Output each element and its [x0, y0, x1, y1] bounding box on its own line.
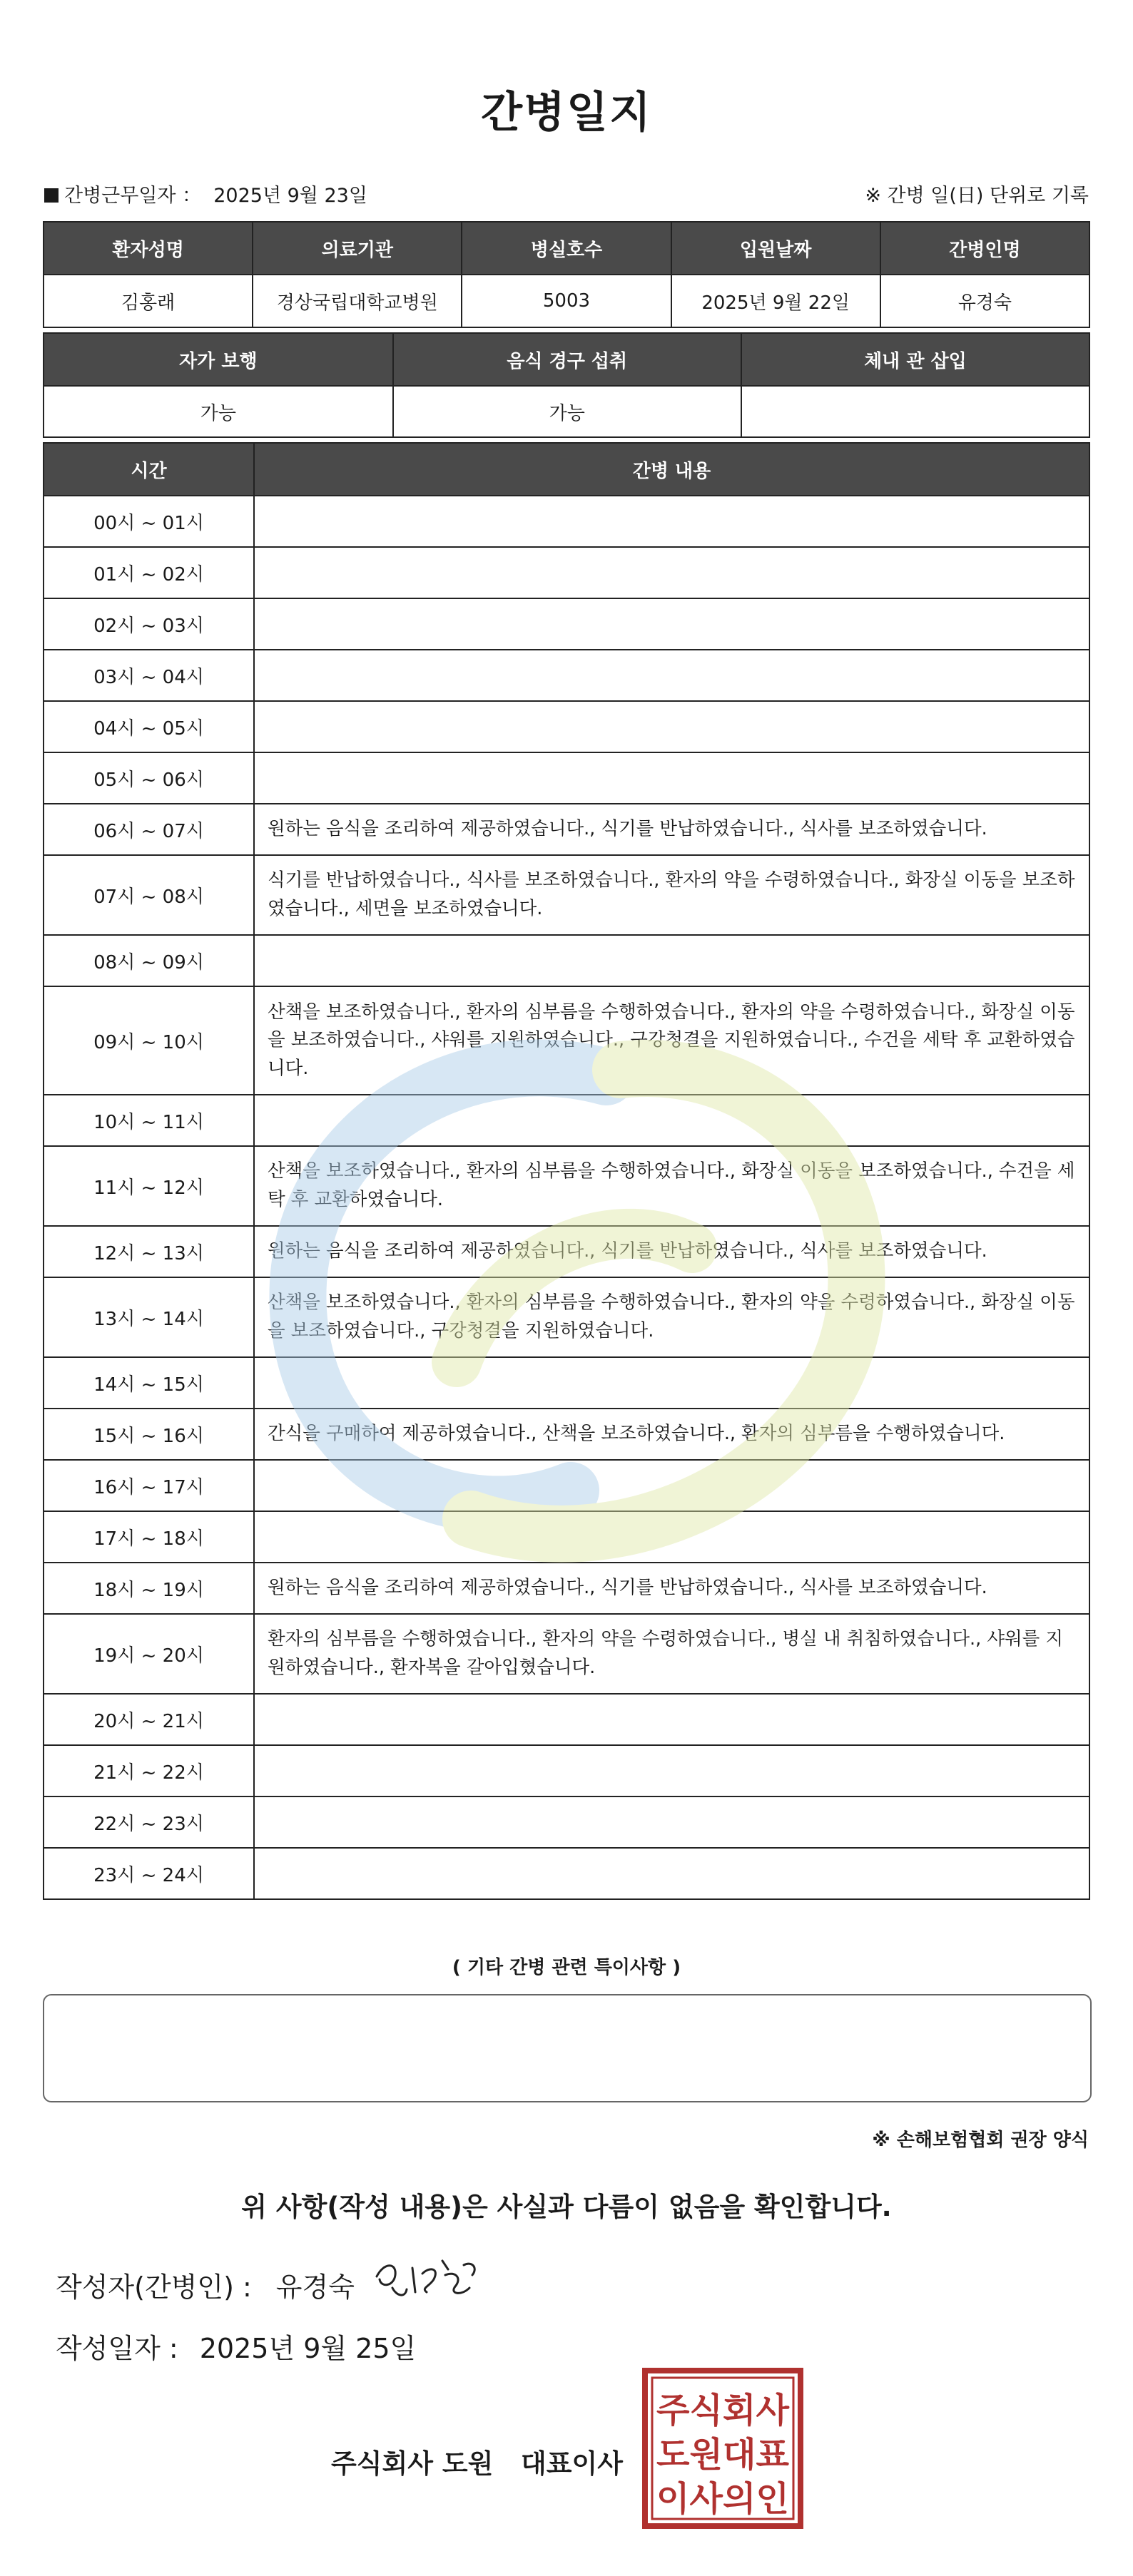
header-care-content: 간병 내용: [254, 443, 1089, 496]
header-self-walking: 자가 보행: [44, 333, 393, 386]
tube-insertion-value: [741, 386, 1089, 437]
written-date-row: [56, 2326, 416, 2366]
log-content-cell: [254, 598, 1089, 650]
log-time-cell: 11시 ~ 12시: [44, 1146, 254, 1226]
log-time-cell: 12시 ~ 13시: [44, 1226, 254, 1277]
log-time-cell: 14시 ~ 15시: [44, 1357, 254, 1409]
log-content-cell: 간식을 구매하여 제공하였습니다., 산책을 보조하였습니다., 환자의 심부름을 수행하였습니다.: [254, 1409, 1089, 1460]
writer-name: 유경숙: [275, 2271, 355, 2303]
document-title: 간병일지: [481, 88, 652, 138]
log-time-cell: 15시 ~ 16시: [44, 1409, 254, 1460]
care-log-row: [44, 1614, 1089, 1694]
log-content-cell: [254, 1745, 1089, 1796]
care-log-row: [44, 1694, 1089, 1745]
log-time-cell: 23시 ~ 24시: [44, 1848, 254, 1899]
log-time-cell: 03시 ~ 04시: [44, 650, 254, 701]
log-time-cell: 09시 ~ 10시: [44, 986, 254, 1095]
log-time-cell: 17시 ~ 18시: [44, 1511, 254, 1563]
written-date-value: 2025년 9월 25일: [199, 2333, 417, 2364]
header-patient-name: 환자성명: [44, 222, 253, 275]
patient-status-table: [43, 332, 1090, 438]
work-date-label: 간병근무일자 ：: [64, 185, 202, 207]
log-content-cell: [254, 701, 1089, 752]
form-source-note: ※ 손해보험협회 권장 양식: [872, 2130, 1089, 2151]
care-log-row: [44, 855, 1089, 935]
log-time-cell: 05시 ~ 06시: [44, 752, 254, 804]
remarks-box: [43, 1994, 1092, 2102]
log-time-cell: 22시 ~ 23시: [44, 1796, 254, 1848]
log-time-cell: 02시 ~ 03시: [44, 598, 254, 650]
self-walking-value: 가능: [44, 386, 393, 437]
log-content-cell: 산책을 보조하였습니다., 환자의 심부름을 수행하였습니다., 환자의 약을 수령하였습니다., 화장실 이동을 보조하였습니다., 샤워를 지원하였습니다., 구강청결을 지원하였습니다., 수건을 세탁 후 교환하였습니다.: [254, 986, 1089, 1095]
work-date-value: 2025년 9월 23일: [213, 185, 367, 207]
log-content-cell: 원하는 음식을 조리하여 제공하였습니다., 식기를 반납하였습니다., 식사를 보조하였습니다.: [254, 1226, 1089, 1277]
care-log-row: [44, 1277, 1089, 1357]
log-content-cell: [254, 1848, 1089, 1899]
log-content-cell: [254, 650, 1089, 701]
patient-value-row: [44, 275, 1089, 327]
care-log-row: [44, 701, 1089, 752]
log-content-cell: [254, 1694, 1089, 1745]
header-time: 시간: [44, 443, 254, 496]
writer-label: 작성자(간병인) :: [56, 2271, 252, 2303]
oral-intake-value: 가능: [393, 386, 741, 437]
care-log-row: [44, 1460, 1089, 1511]
patient-header-row: [44, 222, 1089, 275]
care-log-row: [44, 1146, 1089, 1226]
log-time-cell: 08시 ~ 09시: [44, 935, 254, 986]
care-log-table: [43, 442, 1090, 1900]
header-oral-intake: 음식 경구 섭취: [393, 333, 741, 386]
care-log-row: [44, 650, 1089, 701]
log-time-cell: 16시 ~ 17시: [44, 1460, 254, 1511]
log-time-cell: 04시 ~ 05시: [44, 701, 254, 752]
handwritten-signature: [371, 2247, 492, 2311]
room-number: 5003: [462, 275, 671, 327]
log-time-cell: 20시 ~ 21시: [44, 1694, 254, 1745]
log-content-cell: 산책을 보조하였습니다., 환자의 심부름을 수행하였습니다., 화장실 이동을 보조하였습니다., 수건을 세탁 후 교환하였습니다.: [254, 1146, 1089, 1226]
svg-text:이사의인: 이사의인: [656, 2479, 789, 2519]
care-log-row: [44, 598, 1089, 650]
header-hospital: 의료기관: [253, 222, 462, 275]
log-time-cell: 07시 ~ 08시: [44, 855, 254, 935]
svg-text:도원대표: 도원대표: [656, 2435, 790, 2475]
header-caregiver-name: 간병인명: [880, 222, 1089, 275]
svg-text:주식회사: 주식회사: [656, 2391, 790, 2431]
care-log-row: [44, 1226, 1089, 1277]
caregiver-name: 유경숙: [880, 275, 1089, 327]
care-log-row: [44, 1357, 1089, 1409]
log-content-cell: [254, 752, 1089, 804]
log-time-cell: 19시 ~ 20시: [44, 1614, 254, 1694]
status-header-row: [44, 333, 1089, 386]
log-content-cell: [254, 1095, 1089, 1146]
log-content-cell: [254, 1796, 1089, 1848]
written-date-label: 작성일자 :: [56, 2333, 178, 2364]
care-log-row: [44, 1563, 1089, 1614]
log-content-cell: 원하는 음식을 조리하여 제공하였습니다., 식기를 반납하였습니다., 식사를 보조하였습니다.: [254, 1563, 1089, 1614]
care-log-header-row: [44, 443, 1089, 496]
company-seal: [642, 2368, 803, 2529]
log-content-cell: [254, 1357, 1089, 1409]
log-time-cell: 10시 ~ 11시: [44, 1095, 254, 1146]
header-admission-date: 입원날짜: [671, 222, 880, 275]
log-content-cell: [254, 496, 1089, 547]
care-log-row: [44, 935, 1089, 986]
care-log-row: [44, 1095, 1089, 1146]
square-bullet-icon: [44, 188, 59, 203]
log-time-cell: 00시 ~ 01시: [44, 496, 254, 547]
log-content-cell: [254, 1511, 1089, 1563]
record-unit-note: ※ 간병 일(日) 단위로 기록: [865, 185, 1089, 207]
admission-date: 2025년 9월 22일: [671, 275, 880, 327]
care-log-row: [44, 1796, 1089, 1848]
patient-info-table: [43, 221, 1090, 328]
care-log-row: [44, 496, 1089, 547]
header-tube-insertion: 체내 관 삽입: [741, 333, 1089, 386]
care-log-row: [44, 752, 1089, 804]
log-content-cell: [254, 547, 1089, 598]
header-room-number: 병실호수: [462, 222, 671, 275]
care-log-row: [44, 1511, 1089, 1563]
care-log-body: [44, 496, 1089, 1899]
hospital-name: 경상국립대학교병원: [253, 275, 462, 327]
log-content-cell: [254, 935, 1089, 986]
log-content-cell: 산책을 보조하였습니다., 환자의 심부름을 수행하였습니다., 환자의 약을 수령하였습니다., 화장실 이동을 보조하였습니다., 구강청결을 지원하였습니다.: [254, 1277, 1089, 1357]
writer-row: [56, 2265, 355, 2304]
care-log-row: [44, 1745, 1089, 1796]
patient-name: 김홍래: [44, 275, 253, 327]
log-content-cell: 식기를 반납하였습니다., 식사를 보조하였습니다., 환자의 약을 수령하였습니다., 화장실 이동을 보조하였습니다., 세면을 보조하였습니다.: [254, 855, 1089, 935]
log-time-cell: 06시 ~ 07시: [44, 804, 254, 855]
care-log-row: [44, 547, 1089, 598]
log-time-cell: 01시 ~ 02시: [44, 547, 254, 598]
log-content-cell: [254, 1460, 1089, 1511]
log-time-cell: 21시 ~ 22시: [44, 1745, 254, 1796]
log-content-cell: 원하는 음식을 조리하여 제공하였습니다., 식기를 반납하였습니다., 식사를 보조하였습니다.: [254, 804, 1089, 855]
log-content-cell: 환자의 심부름을 수행하였습니다., 환자의 약을 수령하였습니다., 병실 내 취침하였습니다., 샤워를 지원하였습니다., 환자복을 갈아입혔습니다.: [254, 1614, 1089, 1694]
care-log-row: [44, 804, 1089, 855]
care-log-row: [44, 1409, 1089, 1460]
care-log-row: [44, 1848, 1089, 1899]
remarks-title: ( 기타 간병 관련 특이사항 ): [452, 1957, 681, 1978]
company-name: 주식회사 도원 대표이사: [331, 2448, 623, 2479]
confirmation-statement: 위 사항(작성 내용)은 사실과 다름이 없음을 확인합니다.: [241, 2192, 892, 2222]
log-time-cell: 18시 ~ 19시: [44, 1563, 254, 1614]
work-date-row: [44, 180, 367, 208]
log-time-cell: 13시 ~ 14시: [44, 1277, 254, 1357]
status-value-row: [44, 386, 1089, 437]
care-log-row: [44, 986, 1089, 1095]
